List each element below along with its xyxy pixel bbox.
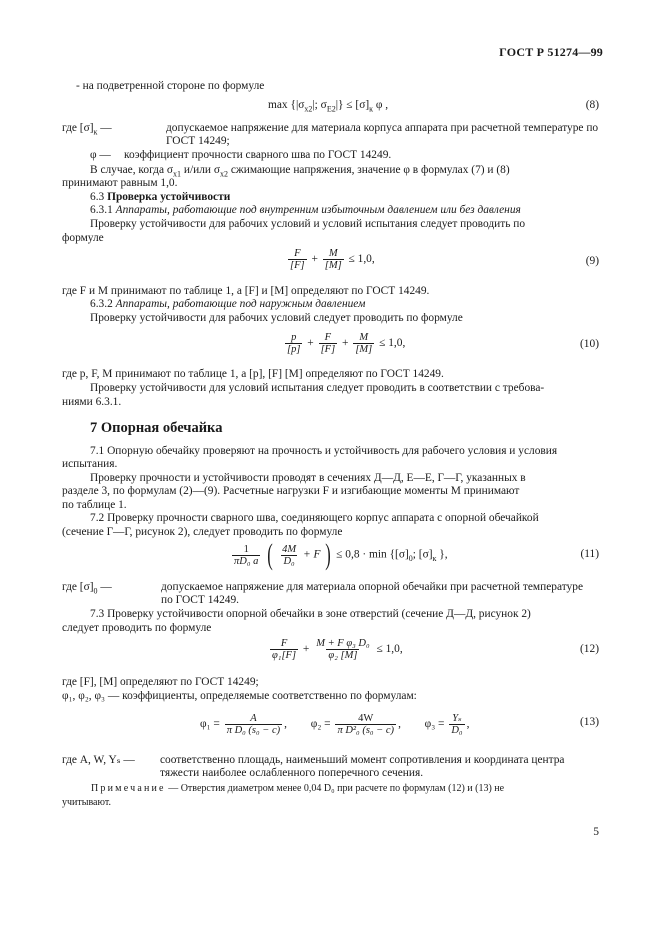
note-line2: учитывают.	[62, 797, 111, 808]
eq10-p-num: p	[291, 332, 297, 343]
eq8-open: {|σ	[290, 99, 305, 111]
legend10-test-line1: Проверку устойчивости для условий испытания следует проводить в соответствии с требова-	[90, 382, 545, 394]
case-b: и/или σ	[181, 164, 220, 176]
eq11-mid: ; [σ]	[412, 548, 433, 561]
eq11-sub0: 0	[408, 553, 413, 563]
eq13-a-den: π D₀ (s₀ − c)	[226, 725, 281, 736]
eq13-a-num: A	[250, 713, 257, 724]
eq11-c-den: πD₀ a	[234, 555, 259, 567]
case-a: В случае, когда σ	[90, 164, 174, 176]
eq11-paren-right: )	[325, 538, 332, 571]
p71-line4: разделе 3, по формулам (2)—(9). Расчетные нагрузки F и изгибающие моменты M принимают	[62, 485, 520, 497]
eq10-plus2: +	[342, 337, 349, 350]
formula-8	[268, 99, 388, 112]
p71-line3: Проверку прочности и устойчивости проводят в сечениях Д—Д, Е—Е, Г—Г, указанных в	[90, 472, 526, 484]
eq11-frac-m	[280, 544, 298, 567]
sec63-number: 6.3	[90, 191, 105, 203]
section-7-heading: 7 Опорная обечайка	[90, 420, 223, 436]
eq11-m-den: D₀	[283, 555, 295, 567]
formula-10	[283, 332, 405, 355]
legend13-line1: соответственно площадь, наименьший момент сопротивления и координата центра	[160, 754, 565, 766]
formula-13	[200, 713, 469, 736]
legend13-line2: тяжести наиболее ослабленного поперечного сечения.	[160, 767, 424, 779]
p73-line2: следует проводить по формуле	[62, 622, 212, 634]
sec632-title: Аппараты, работающие под наружным давлением	[115, 298, 366, 310]
eq13-phi3: φ₃ =	[424, 718, 445, 731]
note-label: Примечание	[91, 783, 166, 794]
p71-line2: испытания.	[62, 458, 118, 470]
legend13-key: где A, W, Yₛ —	[62, 754, 135, 766]
page-number: 5	[593, 826, 599, 838]
eq10-frac-f	[319, 332, 338, 355]
eq9-m-den: [M]	[324, 260, 342, 271]
eq12-f-den: φ₁[F]	[272, 650, 297, 661]
eq11-subk: к	[432, 553, 437, 563]
eq11-c-num: 1	[243, 543, 249, 555]
case-c: сжимающие напряжения, значение φ в формулах (7) и (8)	[228, 164, 510, 176]
eq12-f-num: F	[280, 638, 288, 649]
eq10-p-den: [p]	[287, 344, 301, 355]
legend11-where-sub: 0	[93, 586, 98, 596]
eq9-tail: ≤ 1,0,	[348, 253, 375, 266]
eq13-phi1: φ₁ =	[200, 718, 220, 731]
legend11-dash: —	[97, 581, 112, 593]
eq11-plus-f: + F	[302, 548, 321, 561]
legend8-def2: коэффициент прочности сварного шва по ГОСТ 14249.	[124, 149, 392, 161]
eq12-tail: ≤ 1,0,	[376, 643, 403, 656]
eq8-sub2: E2	[326, 104, 336, 114]
note-paragraph	[62, 783, 599, 796]
p72-line1: 7.2 Проверку прочности сварного шва, соединяющего корпус аппарата с опорной обечайкой	[90, 512, 539, 524]
eq13-frac-y	[449, 713, 464, 736]
eq10-f-num: F	[324, 332, 332, 343]
legend8-dash: —	[97, 122, 112, 134]
standard-header: ГОСТ Р 51274—99	[499, 45, 603, 59]
sec631-title: Аппараты, работающие под внутренним избыточным давлением или без давления	[115, 204, 521, 216]
legend12-line2: φ₁, φ₂, φ₃ — коэффициенты, определяемые соответственно по формулам:	[62, 690, 417, 702]
section-6-3-heading	[90, 191, 230, 204]
equation-number-12: (12)	[580, 643, 599, 655]
note-text: — Отверстия диаметром менее 0,04 D₀ при расчете по формулам (12) и (13) не	[165, 783, 505, 794]
p71-line5: по таблице 1.	[62, 499, 127, 511]
eq8-mid: |; σ	[312, 99, 327, 111]
case-paragraph-line1	[90, 164, 510, 177]
section-6-3-2-heading	[90, 298, 365, 311]
legend11-def2: по ГОСТ 14249.	[161, 594, 240, 606]
legend8-def1: допускаемое напряжение для материала корпуса аппарата при расчетной температуре по	[166, 122, 599, 134]
equation-number-9: (9)	[585, 255, 599, 267]
equation-number-10: (10)	[580, 338, 599, 350]
eq8-close: |} ≤ [σ]	[335, 99, 370, 111]
eq10-frac-p	[285, 332, 302, 355]
legend8-key	[62, 122, 112, 135]
p72-line2: (сечение Г—Г, рисунок 2), следует проводить по формуле	[62, 526, 343, 538]
eq13-frac-a	[225, 713, 282, 736]
eq12-frac-f	[270, 638, 298, 661]
p73-line1: 7.3 Проверку устойчивости опорной обечайки в зоне отверстий (сечение Д—Д, рисунок 2)	[90, 608, 531, 620]
eq9-f-num: F	[294, 248, 301, 259]
equation-number-13: (13)	[580, 716, 599, 728]
p631-line2: формуле	[62, 232, 104, 244]
eq13-w-den: π D²₀ (s₀ − c)	[337, 725, 395, 736]
legend10-text: где p, F, M принимают по таблице 1, а [p], [F] [M] определяют по ГОСТ 14249.	[62, 368, 444, 380]
legend11-where: где [σ]	[62, 581, 94, 593]
eq10-frac-m	[353, 332, 374, 355]
sec631-number: 6.3.1	[90, 204, 113, 216]
eq8-subk: к	[369, 104, 374, 114]
eq12-plus: +	[302, 643, 310, 656]
eq13-w-num: 4W	[358, 713, 374, 724]
formula-11	[230, 540, 448, 570]
eq12-m-den: φ₂ [M]	[328, 650, 358, 661]
section-6-3-1-heading	[90, 204, 521, 217]
eq13-y-num: Yₛ	[452, 713, 462, 724]
eq9-plus: +	[311, 253, 318, 266]
eq13-sep2: ,	[398, 718, 401, 731]
p631-line1: Проверку устойчивости для рабочих условий и условий испытания следует проводить по	[90, 218, 526, 230]
eq11-tail: ≤ 0,8 · min {[σ]	[336, 548, 409, 561]
eq10-f-den: [F]	[320, 344, 336, 355]
formula-12	[268, 638, 403, 661]
legend8-def1b: ГОСТ 14249;	[166, 135, 230, 147]
eq13-sep3: ,	[466, 718, 470, 731]
eq9-f-den: [F]	[290, 260, 305, 271]
case-paragraph-line2: принимают равным 1,0.	[62, 177, 178, 189]
legend8-phi: φ —	[90, 149, 111, 161]
eq11-m-num: 4M	[282, 543, 297, 555]
sec63-title: Проверка устойчивости	[107, 191, 231, 203]
legend8-where: где [σ]	[62, 122, 94, 134]
eq13-frac-w	[335, 713, 396, 736]
case-a-sub: x1	[173, 169, 182, 179]
eq9-frac-f	[288, 248, 307, 271]
eq11-end: },	[436, 548, 448, 561]
legend10-test-line2: ниями 6.3.1.	[62, 396, 122, 408]
p632-text: Проверку устойчивости для рабочих условий следует проводить по формуле	[90, 312, 463, 324]
eq9-m-num: M	[328, 248, 338, 259]
eq8-tail: φ ,	[373, 99, 389, 111]
eq10-tail: ≤ 1,0,	[379, 337, 406, 350]
eq8-sub1: x2	[304, 104, 313, 114]
eq13-phi2: φ₂ =	[310, 718, 331, 731]
eq9-frac-m	[323, 248, 344, 271]
legend11-def: допускаемое напряжение для материала опорной обечайки при расчетной температуре	[161, 581, 584, 593]
eq13-sep1: ,	[284, 718, 288, 731]
eq11-frac-c	[232, 544, 260, 567]
eq13-y-den: D₀	[451, 725, 463, 736]
eq10-plus1: +	[307, 337, 314, 350]
legend12-line1: где [F], [M] определяют по ГОСТ 14249;	[62, 676, 259, 688]
eq10-m-den: [M]	[355, 344, 373, 355]
eq12-m-num: M + F φ₃ D₀	[316, 638, 370, 649]
leeward-line: - на подветренной стороне по формуле	[76, 80, 265, 92]
equation-number-8: (8)	[585, 99, 599, 111]
p71-line1: 7.1 Опорную обечайку проверяют на прочность и устойчивость для рабочего условия и условия	[90, 445, 558, 457]
eq11-paren-left: (	[267, 538, 273, 571]
equation-number-11: (11)	[580, 548, 599, 560]
case-b-sub: x2	[220, 169, 228, 179]
legend9-text: где F и M принимают по таблице 1, а [F] и [M] определяют по ГОСТ 14249.	[62, 285, 430, 297]
legend11-key	[62, 581, 112, 594]
sec632-number: 6.3.2	[90, 298, 113, 310]
legend8-where-sub: к	[93, 127, 98, 137]
eq8-max: max	[268, 99, 288, 111]
formula-9	[286, 248, 375, 271]
eq12-frac-m	[314, 638, 371, 661]
eq10-m-num: M	[359, 332, 369, 343]
